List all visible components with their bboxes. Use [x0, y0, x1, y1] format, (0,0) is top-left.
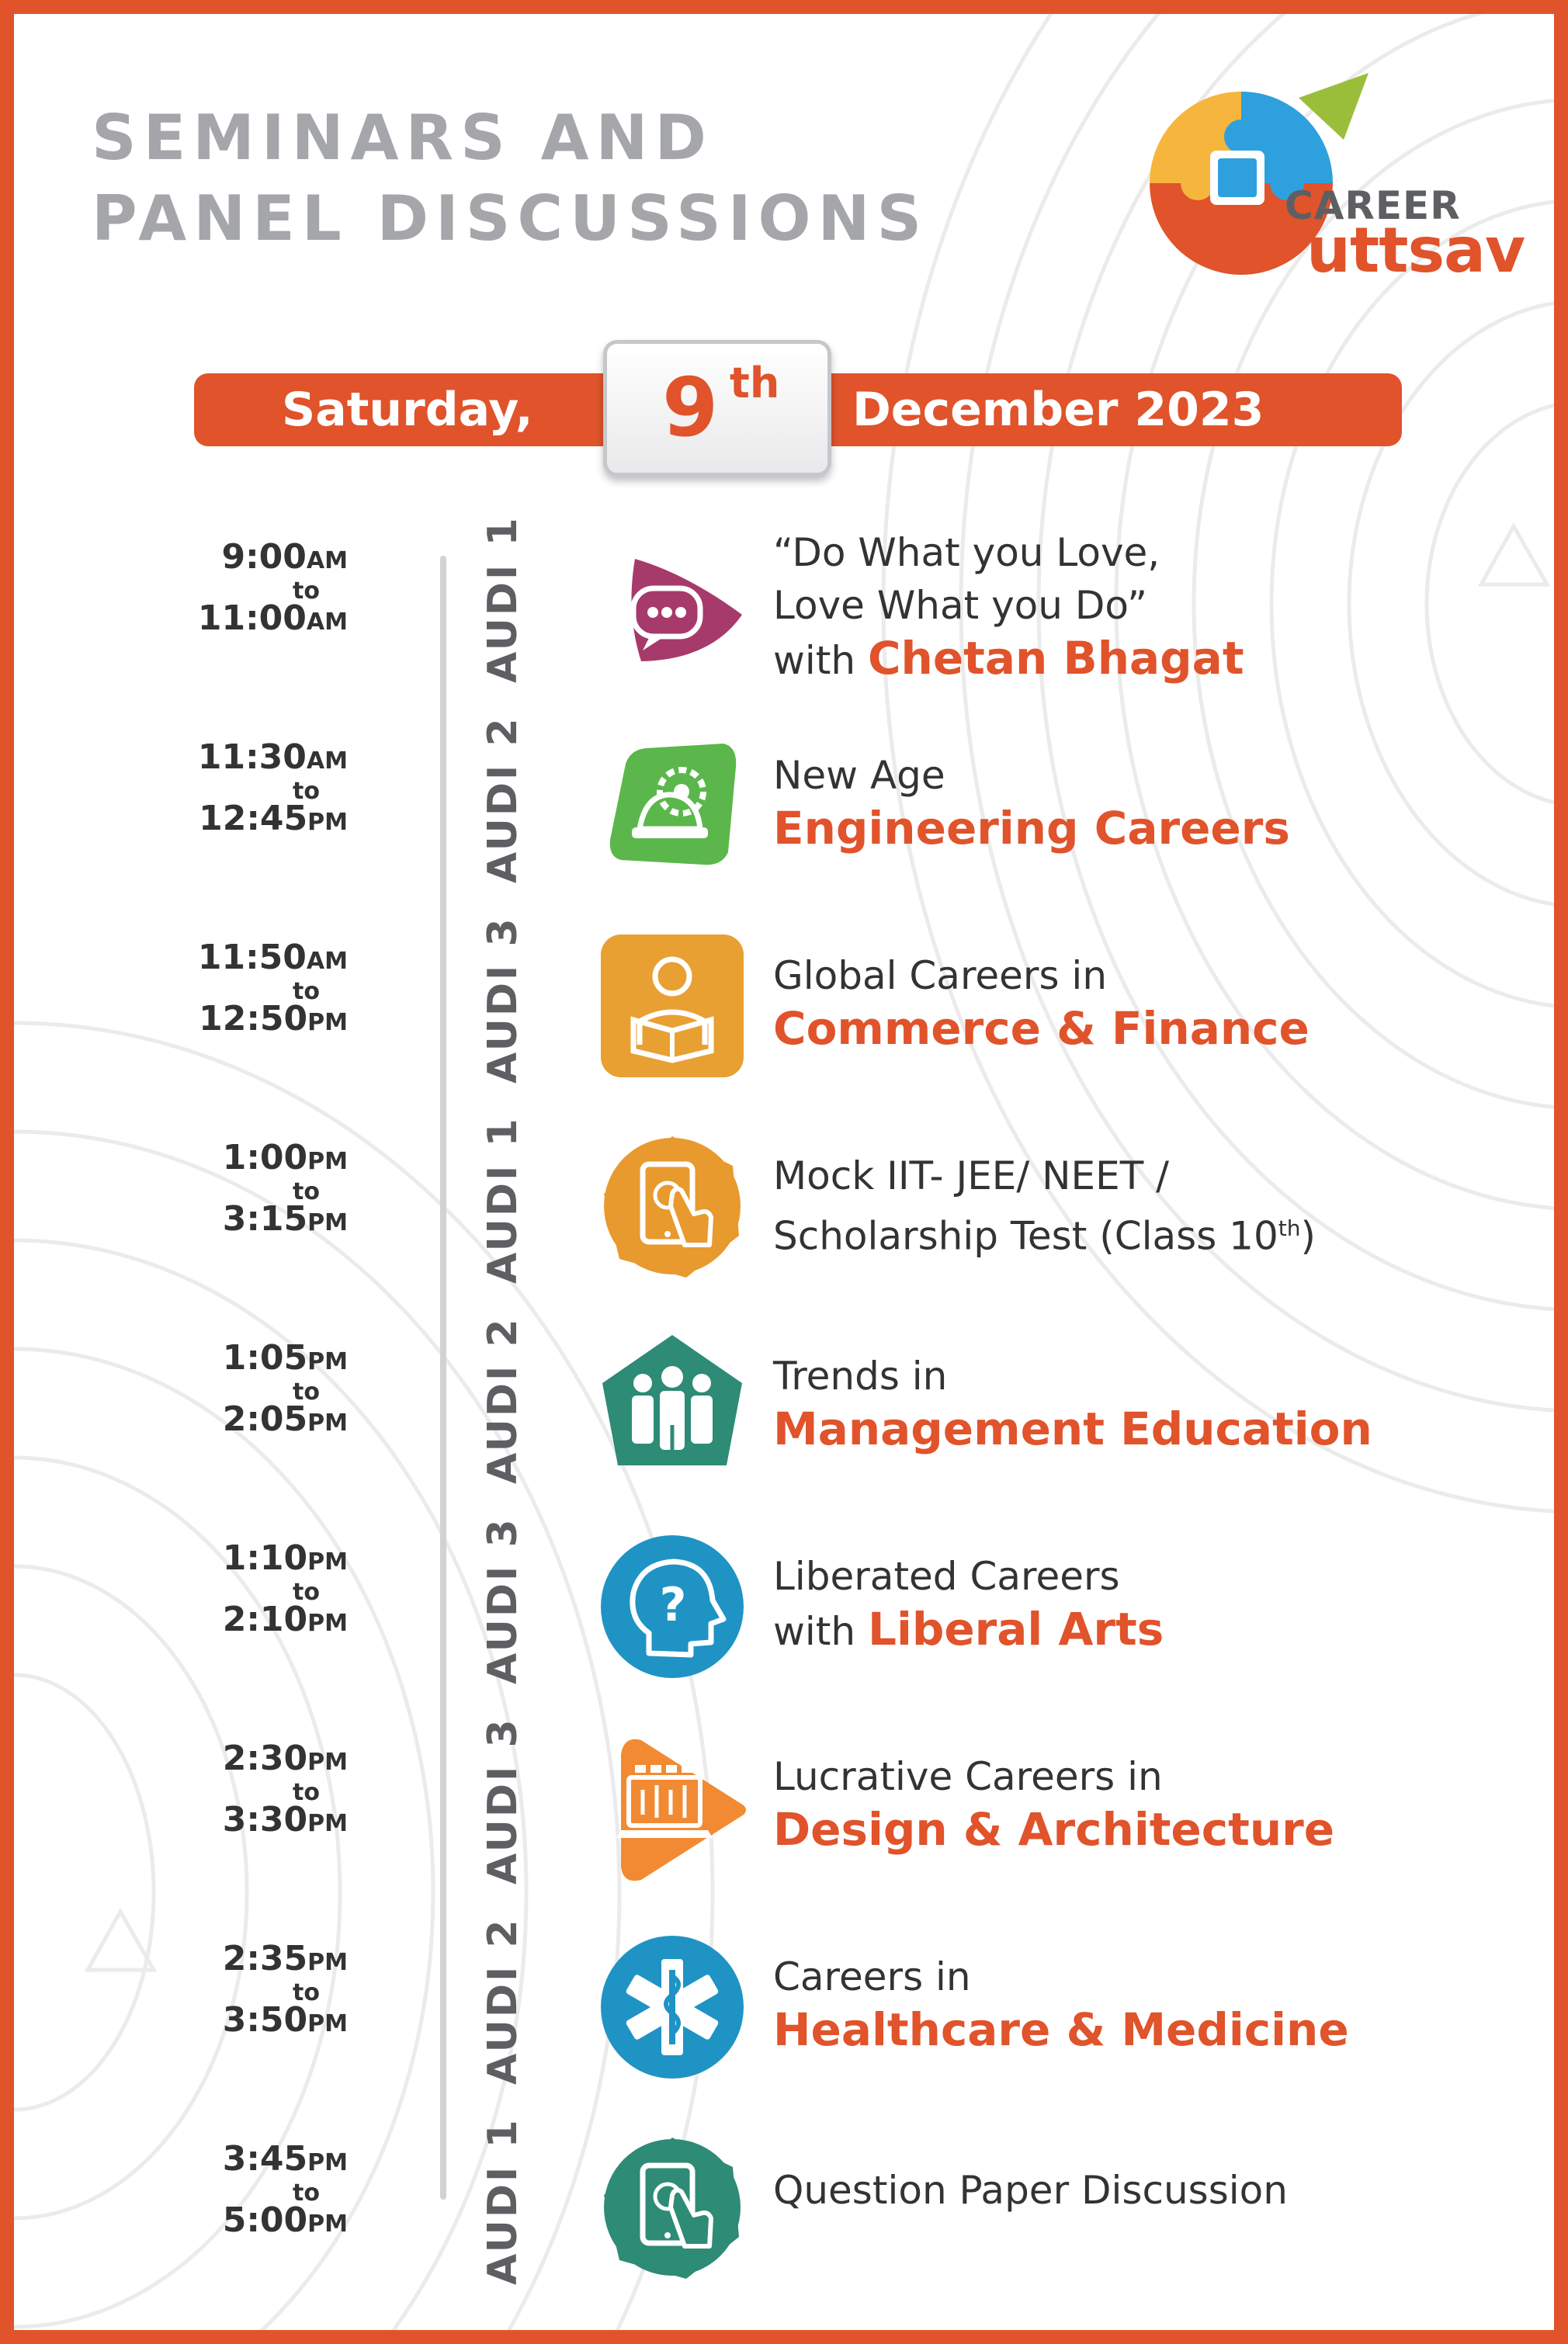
engineer-gear-icon	[595, 728, 750, 883]
session-time	[115, 737, 348, 840]
end-time	[115, 2000, 348, 2041]
time-to-label: to	[293, 1579, 320, 1606]
session-row	[14, 716, 1566, 883]
session-row	[14, 1517, 1566, 1684]
session-text: “Do What you Love,	[773, 530, 1160, 575]
end-time	[115, 1199, 348, 1240]
start-time-value: 9:00	[221, 537, 307, 577]
session-title	[773, 1950, 1349, 2058]
session-time	[115, 1538, 348, 1641]
auditorium-label: AUDI 3	[480, 916, 526, 1084]
session-title-line	[773, 749, 1290, 802]
session-text: Question Paper Discussion	[773, 2168, 1288, 2213]
logo-uttsav-text: uttsav	[1306, 214, 1525, 286]
session-superscript: th	[1278, 1215, 1301, 1241]
session-text: Love What you Do”	[773, 583, 1148, 628]
session-text: Mock IIT- JEE/ NEET /	[773, 1153, 1169, 1198]
session-text-end: )	[1300, 1213, 1316, 1259]
session-time	[115, 1138, 348, 1240]
auditorium-label: AUDI 2	[480, 1917, 526, 2085]
start-time	[115, 1739, 348, 1780]
session-title	[773, 1149, 1316, 1263]
session-row	[14, 515, 1566, 685]
end-time-value: 3:15	[222, 1199, 308, 1239]
session-time	[115, 537, 348, 640]
end-meridiem: PM	[307, 1410, 348, 1437]
session-title-line	[773, 1002, 1310, 1057]
time-to-label: to	[293, 1178, 320, 1205]
start-time	[115, 1939, 348, 1980]
start-time	[115, 1338, 348, 1379]
start-meridiem: PM	[307, 1548, 348, 1576]
session-text: Trends in	[773, 1354, 948, 1399]
start-meridiem: AM	[306, 948, 348, 975]
session-highlight: Liberal Arts	[867, 1603, 1164, 1656]
session-row	[14, 2117, 1566, 2285]
end-time	[115, 1399, 348, 1441]
session-highlight: Management Education	[773, 1403, 1372, 1455]
end-time-value: 11:00	[197, 598, 307, 638]
date-number-box	[603, 340, 831, 477]
start-time-value: 11:50	[197, 938, 307, 977]
auditorium-label: AUDI 1	[480, 515, 526, 683]
session-time	[115, 1338, 348, 1441]
head-question-icon	[595, 1529, 750, 1684]
session-title	[773, 1350, 1372, 1458]
team-people-icon	[595, 1329, 750, 1484]
session-title-line	[773, 1603, 1164, 1658]
session-text: New Age	[773, 753, 945, 798]
start-time-value: 1:00	[222, 1138, 308, 1177]
end-meridiem: PM	[307, 2010, 348, 2037]
end-time-value: 2:10	[222, 1600, 308, 1639]
session-title-line	[773, 1550, 1164, 1603]
medical-star-icon	[595, 1930, 750, 2085]
auditorium-label: AUDI 1	[480, 2117, 526, 2285]
end-time	[115, 598, 348, 640]
end-time	[115, 999, 348, 1040]
session-time	[115, 2139, 348, 2242]
session-text: Careers in	[773, 1954, 971, 1999]
session-title	[773, 949, 1310, 1057]
session-title-line	[773, 1403, 1372, 1458]
time-to-label: to	[293, 1378, 320, 1406]
session-title-line	[773, 2164, 1288, 2217]
start-time-value: 1:05	[222, 1338, 308, 1378]
session-title-line	[773, 1202, 1316, 1263]
session-title-line	[773, 1803, 1334, 1858]
start-time-value: 3:45	[222, 2139, 308, 2179]
start-meridiem: PM	[307, 2149, 348, 2176]
end-meridiem: PM	[307, 809, 348, 836]
session-text: Global Careers in	[773, 953, 1108, 998]
time-to-label: to	[293, 2179, 320, 2207]
end-meridiem: PM	[307, 1209, 348, 1236]
session-highlight: Commerce & Finance	[773, 1002, 1310, 1055]
time-to-label: to	[293, 778, 320, 805]
end-time	[115, 799, 348, 840]
start-time	[115, 537, 348, 578]
auditorium-label: AUDI 3	[480, 1717, 526, 1885]
end-time-value: 12:45	[199, 799, 308, 838]
start-meridiem: AM	[306, 547, 348, 574]
design-laptop-icon	[595, 1729, 750, 1885]
session-title-line	[773, 2003, 1349, 2058]
date-month-year: December 2023	[852, 383, 1264, 437]
start-time	[115, 1138, 348, 1179]
end-time	[115, 2200, 348, 2242]
start-time-value: 2:30	[222, 1739, 308, 1778]
session-row	[14, 1316, 1566, 1484]
date-suffix: th	[730, 359, 780, 407]
start-time	[115, 737, 348, 778]
date-number: 9	[662, 360, 719, 455]
auditorium-label: AUDI 3	[480, 1517, 526, 1684]
time-to-label: to	[293, 1979, 320, 2006]
session-title	[773, 2164, 1288, 2217]
session-title-line	[773, 1149, 1316, 1202]
session-time	[115, 1939, 348, 2041]
end-meridiem: PM	[307, 1009, 348, 1036]
session-time	[115, 1739, 348, 1841]
end-time-value: 3:30	[222, 1800, 308, 1839]
start-time	[115, 2139, 348, 2180]
session-title-line	[773, 949, 1310, 1002]
auditorium-label: AUDI 1	[480, 1116, 526, 1284]
session-title	[773, 749, 1290, 857]
session-row	[14, 916, 1566, 1084]
reader-icon	[595, 928, 750, 1084]
session-text: with	[773, 638, 868, 683]
end-time-value: 3:50	[222, 2000, 308, 2040]
session-row	[14, 1917, 1566, 2085]
date-day: Saturday,	[282, 383, 533, 437]
end-meridiem: PM	[307, 1810, 348, 1837]
session-highlight: Design & Architecture	[773, 1803, 1335, 1856]
session-title-line	[773, 1750, 1334, 1803]
session-title	[773, 1750, 1334, 1858]
auditorium-label: AUDI 2	[480, 1316, 526, 1484]
start-meridiem: PM	[307, 1348, 348, 1375]
session-title-line	[773, 1350, 1372, 1403]
start-time-value: 2:35	[222, 1939, 308, 1978]
session-title-line	[773, 802, 1290, 857]
speech-bubble-icon	[595, 528, 750, 683]
auditorium-label: AUDI 2	[480, 716, 526, 883]
title-line-1: SEMINARS AND	[92, 102, 713, 174]
start-meridiem: PM	[307, 1749, 348, 1776]
end-time-value: 12:50	[199, 999, 308, 1039]
session-highlight: Healthcare & Medicine	[773, 2003, 1349, 2056]
start-meridiem: AM	[306, 747, 348, 775]
session-text: with	[773, 1609, 868, 1654]
session-title	[773, 526, 1244, 687]
end-meridiem: AM	[306, 609, 348, 636]
end-meridiem: PM	[307, 1610, 348, 1637]
session-title-line	[773, 1950, 1349, 2003]
session-text: Lucrative Careers in	[773, 1754, 1163, 1799]
session-row	[14, 1717, 1566, 1885]
session-highlight: Chetan Bhagat	[867, 632, 1244, 685]
title-line-2: PANEL DISCUSSIONS	[92, 182, 929, 255]
time-to-label: to	[293, 1779, 320, 1806]
start-time-value: 1:10	[222, 1538, 308, 1578]
start-time	[115, 1538, 348, 1579]
session-title-line	[773, 632, 1244, 687]
session-row	[14, 1116, 1566, 1284]
tablet-touch-icon	[595, 2130, 750, 2285]
page-title	[92, 98, 928, 259]
session-title	[773, 1550, 1164, 1658]
end-meridiem: PM	[307, 2211, 348, 2238]
end-time-value: 2:05	[222, 1399, 308, 1439]
start-meridiem: PM	[307, 1949, 348, 1976]
end-time	[115, 1800, 348, 1841]
session-highlight: Engineering Careers	[773, 802, 1290, 855]
session-text: Scholarship Test (Class 10	[773, 1213, 1278, 1259]
time-to-label: to	[293, 978, 320, 1005]
session-title-line	[773, 579, 1244, 632]
start-time-value: 11:30	[197, 737, 307, 777]
session-text: Liberated Careers	[773, 1554, 1120, 1599]
tablet-touch-icon	[595, 1129, 750, 1284]
svg-text:?: ?	[659, 1578, 687, 1632]
logo-career-text: CAREER	[1285, 183, 1461, 228]
session-time	[115, 938, 348, 1040]
end-time-value: 5:00	[222, 2200, 308, 2240]
start-time	[115, 938, 348, 979]
start-meridiem: PM	[307, 1148, 348, 1175]
career-uttsav-logo	[1143, 59, 1525, 307]
time-to-label: to	[293, 577, 320, 605]
end-time	[115, 1600, 348, 1641]
session-title-line	[773, 526, 1244, 579]
